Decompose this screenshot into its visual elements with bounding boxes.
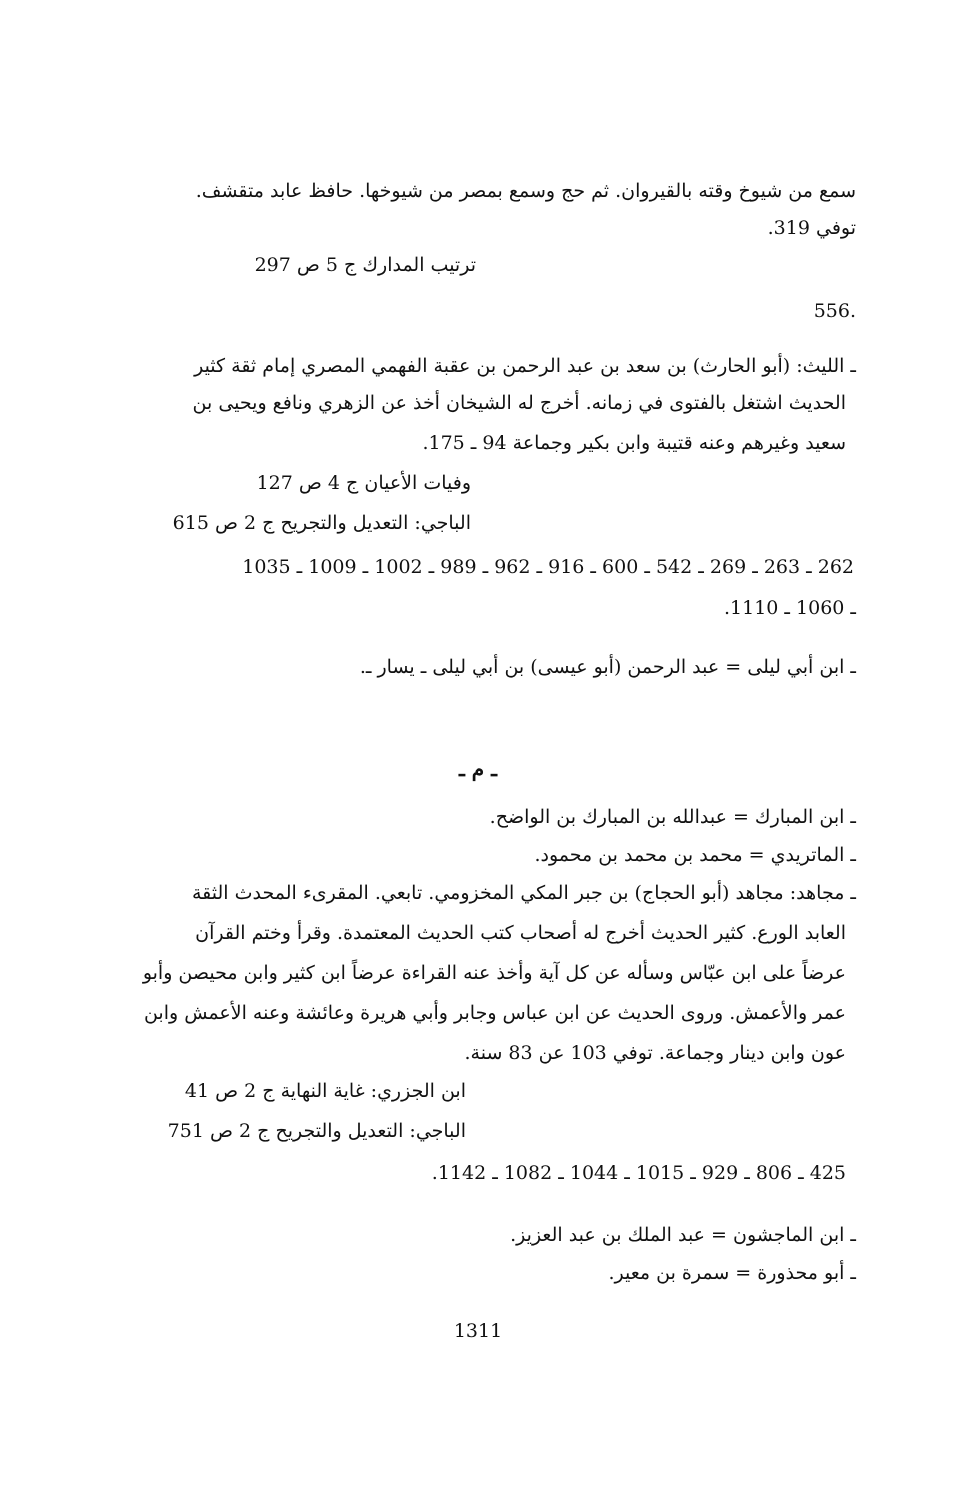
entry-layth-source-1: وفيات الأعيان ج 4 ص 127 bbox=[256, 472, 471, 494]
xref-majishun: ـ ابن الماجشون = عبد الملك بن عبد العزيز. bbox=[510, 1224, 856, 1246]
xref-maturidi: ـ الماتريدي = محمد بن محمد بن محمود. bbox=[534, 844, 856, 866]
xref-ibn-abi-layla: ـ ابن أبي ليلى = عبد الرحمن (أبو عيسى) بن أبي ليلى ـ يسار ـ. bbox=[359, 656, 856, 678]
entry-mujahid-refs: 425 ـ 806 ـ 929 ـ 1015 ـ 1044 ـ 1082 ـ 1142. bbox=[431, 1162, 846, 1184]
entry-mujahid-line-3: عرضاً على ابن عبّاس وسأله عن كل آية وأخذ عنه القراءة عرضاً ابن كثير وابن محيصن وأبو bbox=[142, 962, 846, 984]
entry-prev-refs: .556 bbox=[813, 300, 856, 322]
entry-mujahid-source-1: ابن الجزري: غاية النهاية ج 2 ص 41 bbox=[184, 1080, 466, 1102]
entry-mujahid-source-2: الباجي: التعديل والتجريح ج 2 ص 751 bbox=[167, 1120, 466, 1142]
entry-layth-line-3: سعيد وغيرهم وعنه قتيبة وابن بكير وجماعة 94 ـ 175. bbox=[422, 432, 846, 454]
entry-prev-line-2: توفي 319. bbox=[767, 217, 856, 239]
page-number: 1311 bbox=[453, 1320, 503, 1342]
entry-mujahid-line-4: عمر والأعمش. وروى الحديث عن ابن عباس وجابر وأبي هريرة وعائشة وعنه الأعمش وابن bbox=[143, 1002, 846, 1024]
entry-mujahid-line-2: العابد الورع. كثير الحديث أخرج له أصحاب كتب الحديث المعتمدة. وقرأ وختم القرآن bbox=[195, 922, 846, 944]
entry-mujahid-line-1: ـ مجاهد: مجاهد (أبو الحجاج) بن جبر المكي المخزومي. تابعي. المقرىء المحدث الثقة bbox=[191, 882, 856, 904]
entry-prev-source: ترتيب المدارك ج 5 ص 297 bbox=[254, 254, 476, 276]
entry-layth-refs-2: ـ 1060 ـ 1110. bbox=[723, 597, 856, 619]
xref-ibn-mubarak: ـ ابن المبارك = عبدالله بن المبارك بن الواضح. bbox=[489, 806, 856, 828]
entry-layth-refs-1: 262 ـ 263 ـ 269 ـ 542 ـ 600 ـ 916 ـ 962 ـ 989 ـ 1002 ـ 1009 ـ 1035 bbox=[242, 556, 854, 578]
section-letter-heading: ـ م ـ bbox=[458, 757, 498, 781]
entry-prev-line-1: سمع من شيوخ وقته بالقيروان. ثم حج وسمع بمصر من شيوخها. حافظ عابد متقشف. bbox=[195, 180, 856, 202]
entry-layth-source-2: الباجي: التعديل والتجريح ج 2 ص 615 bbox=[172, 512, 471, 534]
xref-abu-mahdhura: ـ أبو محذورة = سمرة بن معير. bbox=[608, 1262, 856, 1284]
entry-layth-line-2: الحديث اشتغل بالفتوى في زمانه. أخرج له الشيخان أخذ عن الزهري ونافع ويحيى بن bbox=[192, 392, 846, 414]
entry-mujahid-line-5: عون وابن دينار وجماعة. توفي 103 عن 83 سنة. bbox=[464, 1042, 846, 1064]
entry-layth-line-1: ـ الليث: (أبو الحارث) بن سعد بن عبد الرحمن بن عقبة الفهمي المصري إمام ثقة كثير bbox=[194, 355, 856, 377]
